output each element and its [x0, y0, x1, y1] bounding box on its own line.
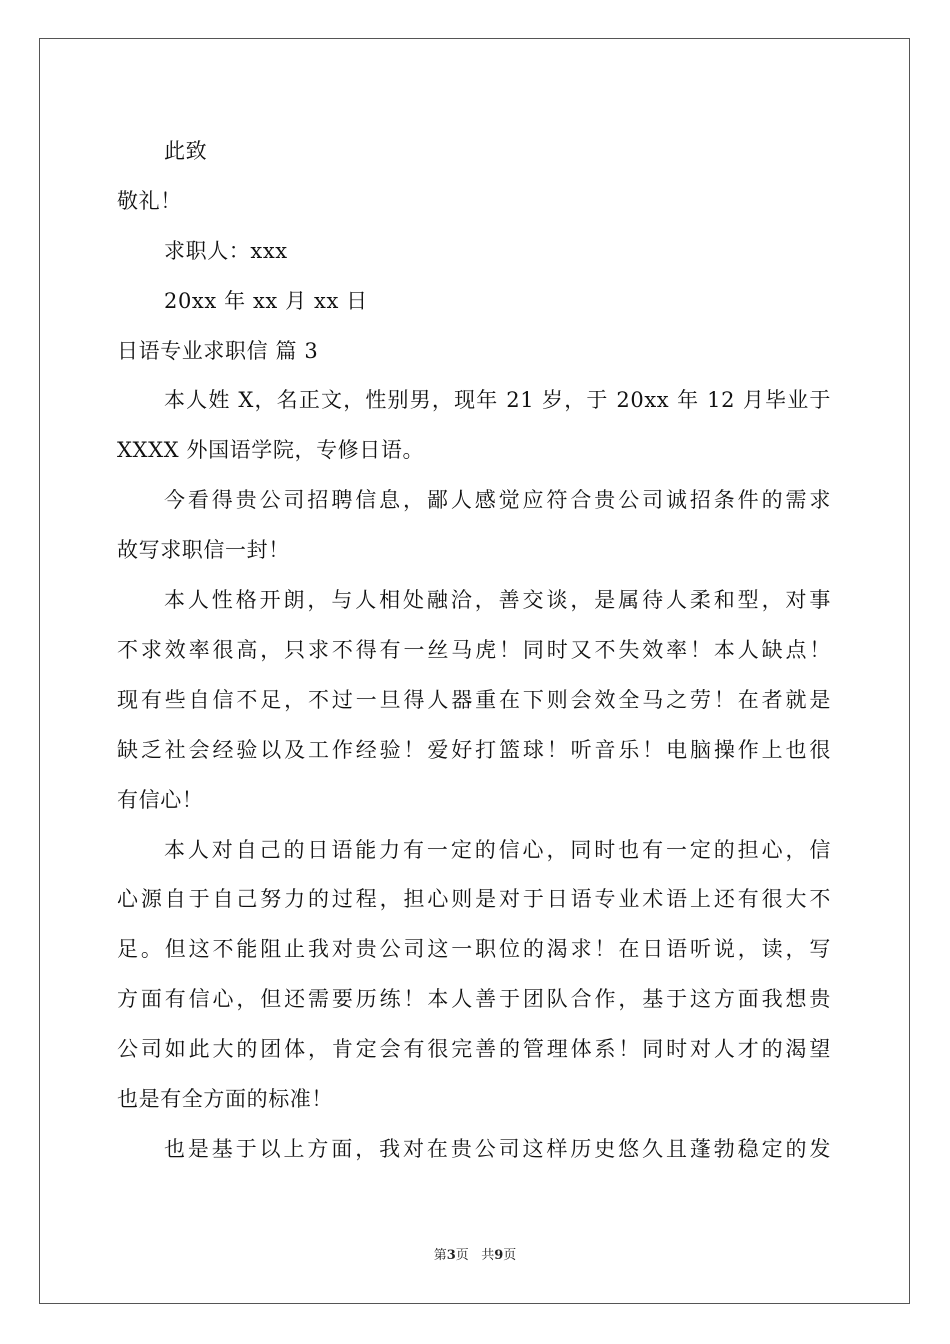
section-heading: 日语专业求职信 篇 3 — [117, 339, 319, 363]
paragraph-line: 现有些自信不足，不过一旦得人器重在下则会效全马之劳！在者就是 — [117, 688, 831, 712]
paragraph-line: 有信心！ — [117, 788, 204, 812]
paragraph-line: 本人姓 X，名正文，性别男，现年 21 岁，于 20xx 年 12 月毕业于 — [164, 388, 831, 412]
paragraph-line: 故写求职信一封！ — [117, 538, 290, 562]
footer-prefix: 第 — [433, 1248, 447, 1263]
applicant-signature: 求职人：xxx — [164, 239, 288, 263]
paragraph-line: 也是有全方面的标准！ — [117, 1087, 333, 1111]
closing-salutation: 此致 — [164, 139, 208, 163]
paragraph-line: 公司如此大的团体，肯定会有很完善的管理体系！同时对人才的渴望 — [117, 1037, 831, 1061]
letter-date: 20xx 年 xx 月 xx 日 — [164, 289, 368, 313]
paragraph-line: 心源自于自己努力的过程，担心则是对于日语专业术语上还有很大不 — [117, 887, 831, 911]
footer-mid: 页 共 — [455, 1248, 495, 1263]
page-border — [39, 38, 910, 1304]
paragraph-line: 方面有信心，但还需要历练！本人善于团队合作，基于这方面我想贵 — [117, 987, 831, 1011]
page-number-footer — [0, 1247, 950, 1265]
paragraph-line: 也是基于以上方面，我对在贵公司这样历史悠久且蓬勃稳定的发 — [164, 1137, 831, 1161]
total-page-number: 9 — [494, 1248, 504, 1263]
footer-suffix: 页 — [503, 1248, 517, 1263]
paragraph-line: XXXX 外国语学院，专修日语。 — [117, 438, 425, 462]
paragraph-line: 本人对自己的日语能力有一定的信心，同时也有一定的担心，信 — [164, 838, 831, 862]
paragraph-line: 足。但这不能阻止我对贵公司这一职位的渴求！在日语听说，读，写 — [117, 937, 831, 961]
paragraph-line: 今看得贵公司招聘信息，鄙人感觉应符合贵公司诚招条件的需求 — [164, 488, 831, 512]
paragraph-line: 不求效率很高，只求不得有一丝马虎！同时又不失效率！本人缺点！ — [117, 638, 831, 662]
paragraph-line: 本人性格开朗，与人相处融洽，善交谈，是属待人柔和型，对事 — [164, 588, 831, 612]
paragraph-line: 缺乏社会经验以及工作经验！爱好打篮球！听音乐！电脑操作上也很 — [117, 738, 831, 762]
closing-regards: 敬礼！ — [117, 189, 182, 213]
current-page-number: 3 — [446, 1248, 456, 1263]
